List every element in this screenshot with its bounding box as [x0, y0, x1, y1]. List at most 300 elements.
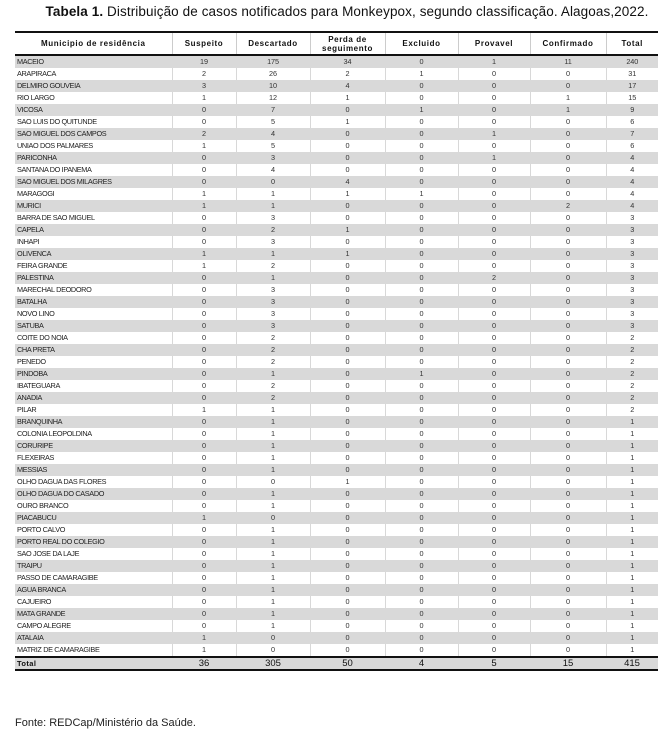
cell-municipio: CORURIPE — [15, 440, 172, 452]
cell-perda-de-seguimento: 0 — [310, 536, 385, 548]
cell-descartado: 1 — [236, 524, 310, 536]
cell-provavel: 0 — [458, 260, 530, 272]
table-row — [15, 368, 658, 380]
cell-descartado: 1 — [236, 440, 310, 452]
table-row — [15, 260, 658, 272]
cell-confirmado: 0 — [530, 608, 606, 620]
cell-provavel: 0 — [458, 416, 530, 428]
cell-excluido: 0 — [385, 428, 458, 440]
table-row — [15, 212, 658, 224]
total-label: Total — [15, 657, 172, 670]
cell-provavel: 1 — [458, 128, 530, 140]
cell-municipio: OURO BRANCO — [15, 500, 172, 512]
cell-provavel: 0 — [458, 572, 530, 584]
table-row — [15, 488, 658, 500]
cell-descartado: 1 — [236, 404, 310, 416]
table-row — [15, 560, 658, 572]
cell-perda-de-seguimento: 4 — [310, 80, 385, 92]
cell-perda-de-seguimento: 0 — [310, 584, 385, 596]
cell-excluido: 1 — [385, 188, 458, 200]
total-confirmado: 15 — [530, 657, 606, 670]
cell-provavel: 0 — [458, 236, 530, 248]
cell-total: 1 — [606, 644, 658, 657]
cell-confirmado: 0 — [530, 152, 606, 164]
cell-provavel: 1 — [458, 152, 530, 164]
cell-provavel: 0 — [458, 140, 530, 152]
cell-suspeito: 0 — [172, 104, 236, 116]
source-note: Fonte: REDCap/Ministério da Saúde. — [15, 717, 196, 729]
cell-excluido: 0 — [385, 548, 458, 560]
cell-total: 1 — [606, 500, 658, 512]
cell-suspeito: 0 — [172, 524, 236, 536]
cell-perda-de-seguimento: 0 — [310, 128, 385, 140]
cell-total: 4 — [606, 152, 658, 164]
cell-municipio: MURICI — [15, 200, 172, 212]
cell-excluido: 0 — [385, 464, 458, 476]
total-suspeito: 36 — [172, 657, 236, 670]
cell-municipio: PENEDO — [15, 356, 172, 368]
cell-perda-de-seguimento: 1 — [310, 248, 385, 260]
cell-descartado: 3 — [236, 308, 310, 320]
cell-perda-de-seguimento: 0 — [310, 620, 385, 632]
cell-suspeito: 0 — [172, 344, 236, 356]
cell-suspeito: 0 — [172, 152, 236, 164]
cell-municipio: PARICONHA — [15, 152, 172, 164]
cell-provavel: 0 — [458, 164, 530, 176]
cell-total: 1 — [606, 428, 658, 440]
cell-municipio: CHA PRETA — [15, 344, 172, 356]
cell-total: 2 — [606, 356, 658, 368]
total-total: 415 — [606, 657, 658, 670]
cell-municipio: NOVO LINO — [15, 308, 172, 320]
cell-excluido: 0 — [385, 512, 458, 524]
cell-suspeito: 2 — [172, 68, 236, 80]
table-row — [15, 188, 658, 200]
cell-municipio: PINDOBA — [15, 368, 172, 380]
cell-perda-de-seguimento: 0 — [310, 512, 385, 524]
cell-perda-de-seguimento: 0 — [310, 200, 385, 212]
cell-provavel: 0 — [458, 104, 530, 116]
table-row — [15, 632, 658, 644]
cell-suspeito: 2 — [172, 128, 236, 140]
cell-descartado: 1 — [236, 428, 310, 440]
cell-suspeito: 0 — [172, 608, 236, 620]
cell-confirmado: 0 — [530, 488, 606, 500]
cell-excluido: 0 — [385, 284, 458, 296]
table-row — [15, 416, 658, 428]
cell-excluido: 0 — [385, 476, 458, 488]
cell-confirmado: 0 — [530, 548, 606, 560]
table-row — [15, 320, 658, 332]
cell-municipio: PALESTINA — [15, 272, 172, 284]
cell-confirmado: 0 — [530, 176, 606, 188]
cell-suspeito: 0 — [172, 236, 236, 248]
cell-provavel: 0 — [458, 500, 530, 512]
cell-descartado: 1 — [236, 596, 310, 608]
cell-perda-de-seguimento: 0 — [310, 428, 385, 440]
cell-total: 1 — [606, 596, 658, 608]
table-row — [15, 428, 658, 440]
cell-provavel: 0 — [458, 224, 530, 236]
cell-perda-de-seguimento: 0 — [310, 500, 385, 512]
cell-suspeito: 0 — [172, 320, 236, 332]
cell-excluido: 0 — [385, 80, 458, 92]
table-row — [15, 356, 658, 368]
cell-total: 1 — [606, 536, 658, 548]
cell-excluido: 0 — [385, 260, 458, 272]
cell-provavel: 0 — [458, 440, 530, 452]
cell-provavel: 0 — [458, 512, 530, 524]
cell-perda-de-seguimento: 0 — [310, 296, 385, 308]
cell-suspeito: 0 — [172, 488, 236, 500]
cell-perda-de-seguimento: 0 — [310, 104, 385, 116]
cell-suspeito: 0 — [172, 116, 236, 128]
cell-confirmado: 0 — [530, 620, 606, 632]
cell-excluido: 0 — [385, 416, 458, 428]
cell-provavel: 0 — [458, 608, 530, 620]
cell-municipio: MATRIZ DE CAMARAGIBE — [15, 644, 172, 657]
cell-perda-de-seguimento: 0 — [310, 392, 385, 404]
cell-municipio: PASSO DE CAMARAGIBE — [15, 572, 172, 584]
table-row — [15, 164, 658, 176]
cell-descartado: 12 — [236, 92, 310, 104]
cell-total: 4 — [606, 164, 658, 176]
cell-municipio: OLHO DAGUA DO CASADO — [15, 488, 172, 500]
cell-suspeito: 1 — [172, 140, 236, 152]
cell-perda-de-seguimento: 0 — [310, 524, 385, 536]
cell-excluido: 0 — [385, 608, 458, 620]
cell-municipio: FEIRA GRANDE — [15, 260, 172, 272]
cell-provavel: 0 — [458, 644, 530, 657]
cell-suspeito: 0 — [172, 572, 236, 584]
cell-provavel: 0 — [458, 464, 530, 476]
cell-descartado: 26 — [236, 68, 310, 80]
cell-descartado: 1 — [236, 500, 310, 512]
cell-suspeito: 1 — [172, 260, 236, 272]
table-row — [15, 116, 658, 128]
cell-descartado: 7 — [236, 104, 310, 116]
table-row — [15, 620, 658, 632]
table-row — [15, 524, 658, 536]
cell-total: 240 — [606, 55, 658, 68]
cell-municipio: RIO LARGO — [15, 92, 172, 104]
cell-provavel: 0 — [458, 68, 530, 80]
cell-descartado: 2 — [236, 356, 310, 368]
cell-descartado: 1 — [236, 572, 310, 584]
cell-confirmado: 0 — [530, 236, 606, 248]
cell-municipio: MATA GRANDE — [15, 608, 172, 620]
cell-total: 4 — [606, 200, 658, 212]
cell-municipio: UNIAO DOS PALMARES — [15, 140, 172, 152]
cell-confirmado: 0 — [530, 356, 606, 368]
cell-suspeito: 0 — [172, 368, 236, 380]
cell-confirmado: 0 — [530, 140, 606, 152]
cell-suspeito: 0 — [172, 296, 236, 308]
cell-descartado: 1 — [236, 464, 310, 476]
total-excluido: 4 — [385, 657, 458, 670]
cell-suspeito: 0 — [172, 584, 236, 596]
table-row — [15, 584, 658, 596]
header-confirmado: Confirmado — [530, 32, 606, 55]
cell-provavel: 0 — [458, 296, 530, 308]
cell-total: 1 — [606, 416, 658, 428]
cell-perda-de-seguimento: 1 — [310, 224, 385, 236]
cell-descartado: 1 — [236, 188, 310, 200]
cell-suspeito: 0 — [172, 476, 236, 488]
cell-suspeito: 0 — [172, 224, 236, 236]
cell-total: 3 — [606, 296, 658, 308]
header-municipio: Municipio de residência — [41, 39, 146, 48]
cell-municipio: COLONIA LEOPOLDINA — [15, 428, 172, 440]
cell-provavel: 0 — [458, 380, 530, 392]
cell-perda-de-seguimento: 0 — [310, 548, 385, 560]
cell-perda-de-seguimento: 0 — [310, 284, 385, 296]
cell-excluido: 0 — [385, 536, 458, 548]
table-row — [15, 512, 658, 524]
cell-perda-de-seguimento: 34 — [310, 55, 385, 68]
cell-provavel: 0 — [458, 548, 530, 560]
cell-descartado: 3 — [236, 236, 310, 248]
cell-perda-de-seguimento: 0 — [310, 416, 385, 428]
cell-descartado: 1 — [236, 584, 310, 596]
cell-descartado: 1 — [236, 548, 310, 560]
cell-municipio: CAJUEIRO — [15, 596, 172, 608]
cell-total: 3 — [606, 320, 658, 332]
cell-provavel: 0 — [458, 524, 530, 536]
cell-provavel: 0 — [458, 320, 530, 332]
cell-excluido: 0 — [385, 140, 458, 152]
cell-total: 15 — [606, 92, 658, 104]
cell-provavel: 1 — [458, 55, 530, 68]
table-row — [15, 644, 658, 657]
cell-excluido: 0 — [385, 332, 458, 344]
table-row — [15, 380, 658, 392]
table-body — [15, 55, 658, 657]
table-row — [15, 236, 658, 248]
cell-suspeito: 1 — [172, 188, 236, 200]
cell-descartado: 1 — [236, 608, 310, 620]
cell-provavel: 0 — [458, 596, 530, 608]
cell-suspeito: 1 — [172, 92, 236, 104]
cell-municipio: SAO MIGUEL DOS MILAGRES — [15, 176, 172, 188]
cell-excluido: 0 — [385, 236, 458, 248]
cell-descartado: 2 — [236, 224, 310, 236]
cell-perda-de-seguimento: 1 — [310, 92, 385, 104]
cell-confirmado: 0 — [530, 572, 606, 584]
cell-suspeito: 3 — [172, 80, 236, 92]
cell-perda-de-seguimento: 0 — [310, 236, 385, 248]
cell-municipio: IBATEGUARA — [15, 380, 172, 392]
cell-perda-de-seguimento: 0 — [310, 572, 385, 584]
cell-descartado: 175 — [236, 55, 310, 68]
cell-municipio: SANTANA DO IPANEMA — [15, 164, 172, 176]
cell-municipio: SATUBA — [15, 320, 172, 332]
table-row — [15, 224, 658, 236]
cell-descartado: 0 — [236, 644, 310, 657]
cell-total: 17 — [606, 80, 658, 92]
cell-provavel: 0 — [458, 584, 530, 596]
total-descartado: 305 — [236, 657, 310, 670]
cell-municipio: ATALAIA — [15, 632, 172, 644]
cell-descartado: 1 — [236, 536, 310, 548]
cell-total: 3 — [606, 260, 658, 272]
header-row — [15, 32, 658, 55]
cell-excluido: 0 — [385, 55, 458, 68]
table-row — [15, 248, 658, 260]
cell-excluido: 1 — [385, 368, 458, 380]
cell-total: 3 — [606, 224, 658, 236]
table-row — [15, 344, 658, 356]
cell-municipio: PIACABUCU — [15, 512, 172, 524]
cell-total: 1 — [606, 608, 658, 620]
cell-descartado: 0 — [236, 512, 310, 524]
cell-municipio: AGUA BRANCA — [15, 584, 172, 596]
cell-confirmado: 0 — [530, 368, 606, 380]
cell-municipio: OLHO DAGUA DAS FLORES — [15, 476, 172, 488]
cell-municipio: SAO MIGUEL DOS CAMPOS — [15, 128, 172, 140]
cell-municipio: MARECHAL DEODORO — [15, 284, 172, 296]
cell-total: 1 — [606, 548, 658, 560]
cell-municipio: ANADIA — [15, 392, 172, 404]
cell-provavel: 2 — [458, 272, 530, 284]
cell-suspeito: 0 — [172, 176, 236, 188]
cell-confirmado: 0 — [530, 380, 606, 392]
cell-excluido: 0 — [385, 200, 458, 212]
cell-total: 1 — [606, 488, 658, 500]
cell-excluido: 0 — [385, 452, 458, 464]
cell-municipio: CAMPO ALEGRE — [15, 620, 172, 632]
cell-excluido: 0 — [385, 560, 458, 572]
cell-total: 2 — [606, 344, 658, 356]
cell-excluido: 0 — [385, 92, 458, 104]
cell-perda-de-seguimento: 0 — [310, 464, 385, 476]
cell-provavel: 0 — [458, 248, 530, 260]
cell-confirmado: 0 — [530, 212, 606, 224]
cell-descartado: 5 — [236, 116, 310, 128]
cell-perda-de-seguimento: 0 — [310, 644, 385, 657]
cell-confirmado: 0 — [530, 584, 606, 596]
cell-confirmado: 0 — [530, 116, 606, 128]
cell-confirmado: 0 — [530, 272, 606, 284]
caption-text: Distribuição de casos notificados para Monkeypox, segundo classificação. Alagoas,2022. — [103, 4, 649, 19]
cell-descartado: 1 — [236, 248, 310, 260]
cell-confirmado: 0 — [530, 320, 606, 332]
cell-perda-de-seguimento: 0 — [310, 608, 385, 620]
cell-confirmado: 0 — [530, 260, 606, 272]
cell-provavel: 0 — [458, 392, 530, 404]
table-row — [15, 392, 658, 404]
cell-excluido: 0 — [385, 212, 458, 224]
cell-perda-de-seguimento: 0 — [310, 152, 385, 164]
table-row — [15, 272, 658, 284]
cell-municipio: INHAPI — [15, 236, 172, 248]
cell-excluido: 0 — [385, 584, 458, 596]
cell-perda-de-seguimento: 0 — [310, 632, 385, 644]
cell-confirmado: 0 — [530, 416, 606, 428]
cell-provavel: 0 — [458, 452, 530, 464]
cell-total: 1 — [606, 512, 658, 524]
cell-municipio: CAPELA — [15, 224, 172, 236]
cell-perda-de-seguimento: 0 — [310, 452, 385, 464]
header-suspeito: Suspeito — [172, 32, 236, 55]
cell-confirmado: 0 — [530, 248, 606, 260]
cell-excluido: 0 — [385, 572, 458, 584]
cell-confirmado: 0 — [530, 128, 606, 140]
cell-provavel: 0 — [458, 632, 530, 644]
table-row — [15, 176, 658, 188]
cell-municipio: PORTO CALVO — [15, 524, 172, 536]
cell-excluido: 0 — [385, 320, 458, 332]
cell-provavel: 0 — [458, 536, 530, 548]
table-row — [15, 296, 658, 308]
cell-descartado: 1 — [236, 560, 310, 572]
caption-label: Tabela 1. — [45, 4, 104, 19]
cell-excluido: 0 — [385, 524, 458, 536]
cell-suspeito: 0 — [172, 536, 236, 548]
cell-total: 2 — [606, 380, 658, 392]
cell-total: 9 — [606, 104, 658, 116]
cell-perda-de-seguimento: 0 — [310, 356, 385, 368]
cell-total: 3 — [606, 284, 658, 296]
cell-perda-de-seguimento: 1 — [310, 476, 385, 488]
cell-descartado: 3 — [236, 152, 310, 164]
cell-descartado: 4 — [236, 128, 310, 140]
table-row — [15, 464, 658, 476]
cell-suspeito: 0 — [172, 380, 236, 392]
cell-confirmado: 0 — [530, 284, 606, 296]
cell-descartado: 3 — [236, 296, 310, 308]
cell-suspeito: 0 — [172, 392, 236, 404]
table-row — [15, 476, 658, 488]
cell-confirmado: 1 — [530, 104, 606, 116]
cell-excluido: 0 — [385, 596, 458, 608]
cell-confirmado: 0 — [530, 560, 606, 572]
cell-descartado: 1 — [236, 368, 310, 380]
cell-descartado: 3 — [236, 320, 310, 332]
cell-excluido: 0 — [385, 488, 458, 500]
header-descartado: Descartado — [236, 32, 310, 55]
cell-confirmado: 11 — [530, 55, 606, 68]
cell-suspeito: 0 — [172, 284, 236, 296]
cell-provavel: 0 — [458, 212, 530, 224]
cell-total: 2 — [606, 332, 658, 344]
cell-perda-de-seguimento: 1 — [310, 188, 385, 200]
cell-excluido: 0 — [385, 440, 458, 452]
cell-total: 1 — [606, 584, 658, 596]
header-perda-de-seguimento: Perda de seguimento — [310, 32, 385, 55]
table-row — [15, 140, 658, 152]
cell-suspeito: 0 — [172, 500, 236, 512]
cell-provavel: 0 — [458, 356, 530, 368]
table-row — [15, 440, 658, 452]
cell-confirmado: 0 — [530, 440, 606, 452]
cell-perda-de-seguimento: 0 — [310, 212, 385, 224]
cell-municipio: BARRA DE SAO MIGUEL — [15, 212, 172, 224]
cell-provavel: 0 — [458, 368, 530, 380]
cell-municipio: BATALHA — [15, 296, 172, 308]
cell-confirmado: 0 — [530, 188, 606, 200]
cell-descartado: 10 — [236, 80, 310, 92]
cell-total: 6 — [606, 116, 658, 128]
cell-municipio: COITE DO NOIA — [15, 332, 172, 344]
cell-descartado: 1 — [236, 416, 310, 428]
cell-perda-de-seguimento: 0 — [310, 380, 385, 392]
cell-perda-de-seguimento: 0 — [310, 140, 385, 152]
cell-provavel: 0 — [458, 488, 530, 500]
cell-descartado: 5 — [236, 140, 310, 152]
cell-suspeito: 0 — [172, 548, 236, 560]
cell-descartado: 4 — [236, 164, 310, 176]
